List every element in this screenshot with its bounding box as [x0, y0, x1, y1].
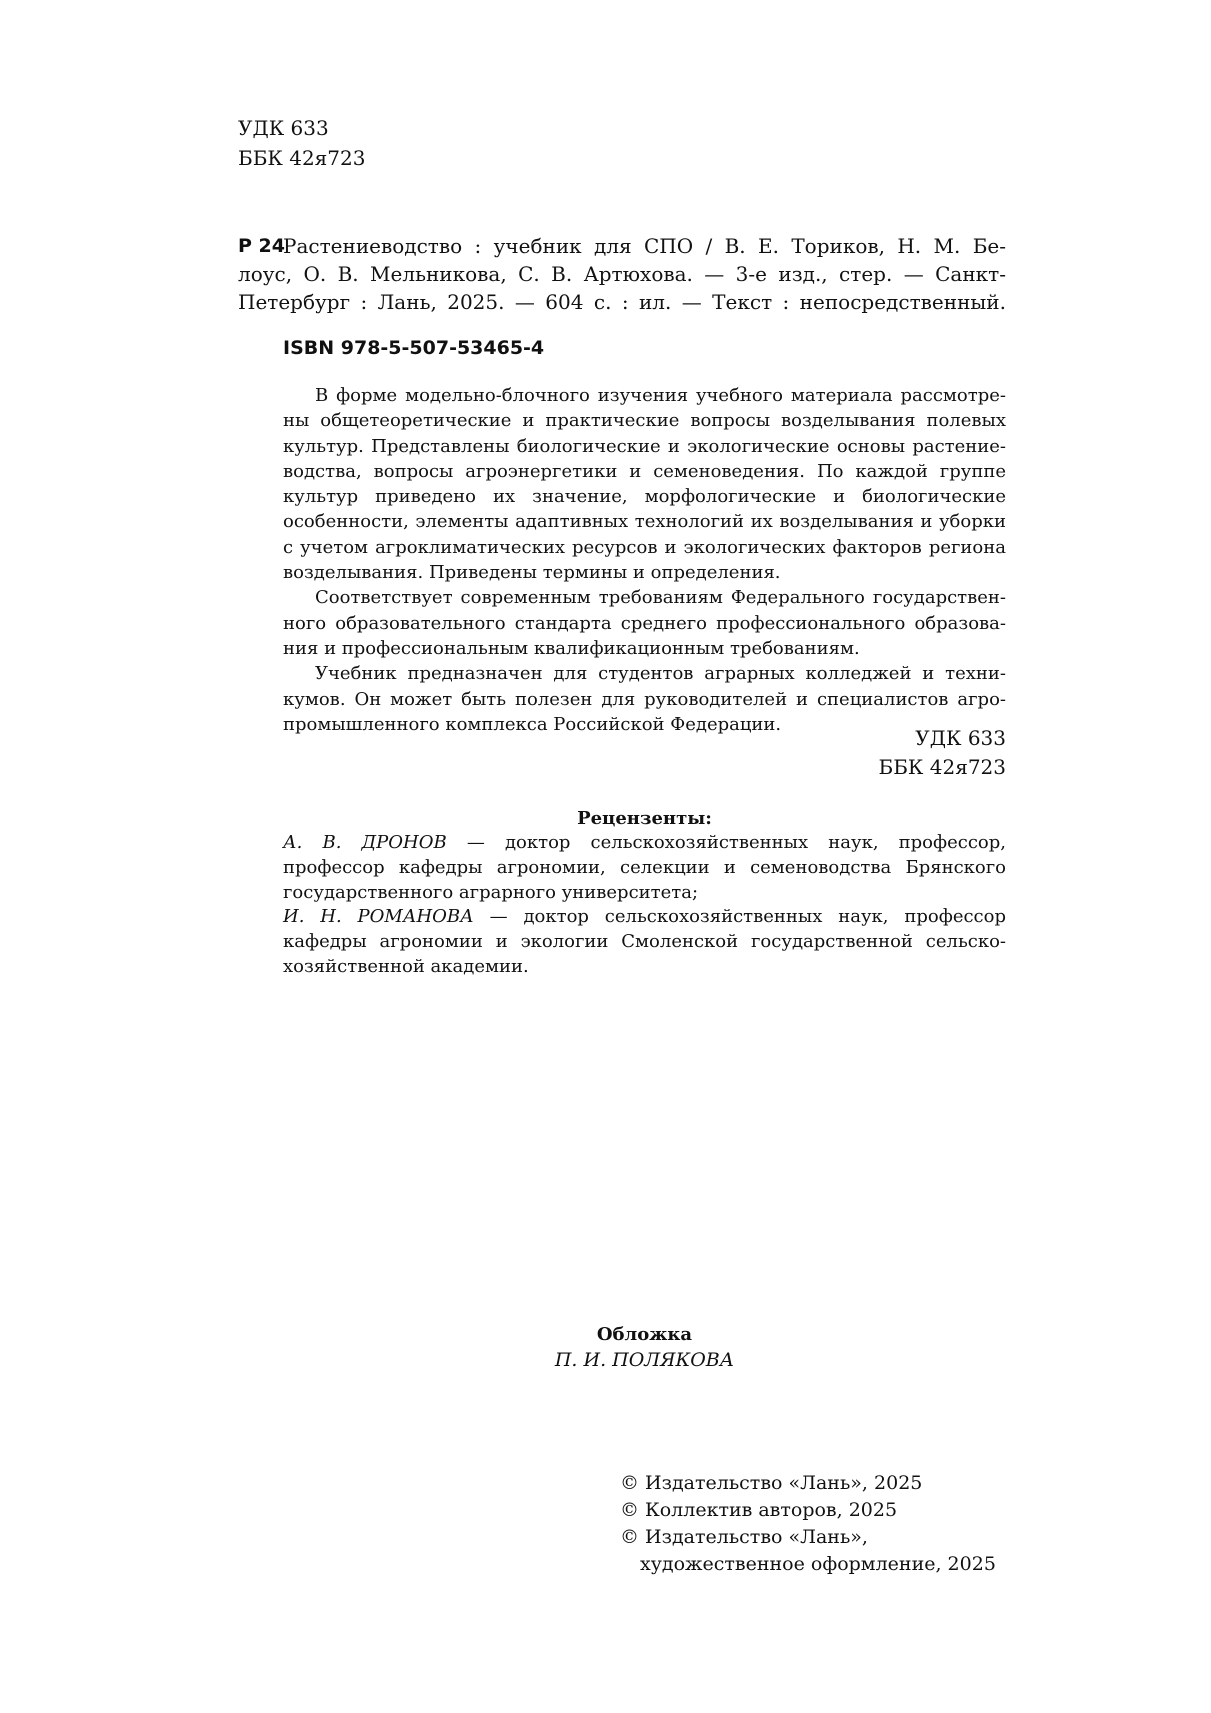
reviewer-line: профессор кафедры агрономии, селекции и семеноводства Брянского	[283, 856, 1006, 878]
bib-line: Петербург : Лань, 2025. — 604 с. : ил. — Текст : непосредственный.	[238, 290, 1006, 314]
annotation-line: кумов. Он может быть полезен для руководителей и специалистов агро-	[283, 688, 1006, 710]
cover-credit	[283, 1322, 1006, 1373]
annotation-line: ния и профессиональным квалификационным требованиям.	[283, 637, 860, 659]
cover-designer: П. И. ПОЛЯКОВА	[554, 1349, 735, 1371]
reviewers	[283, 806, 1006, 980]
bbk-code: ББК 42я723	[878, 755, 1006, 779]
bib-line: лоус, О. В. Мельникова, С. В. Артюхова. — 3-е изд., стер. — Санкт-	[238, 262, 1006, 286]
annotation	[283, 383, 1006, 737]
annotation-line: с учетом агроклиматических ресурсов и экологических факторов региона	[283, 536, 1006, 558]
annotation-line: особенности, элементы адаптивных технологий их возделывания и уборки	[283, 511, 1006, 533]
reviewer-name: И. Н. РОМАНОВА	[283, 906, 474, 928]
reviewer-line: кафедры агрономии и экологии Смоленской государственной сельско-	[283, 931, 1006, 953]
cover-heading: Обложка	[596, 1324, 693, 1345]
reviewer-line	[283, 905, 1006, 930]
bibliographic-continuation	[238, 260, 1006, 316]
udk-code: УДК 633	[915, 726, 1006, 750]
classification-bottom	[879, 724, 1006, 782]
annotation-line: промышленного комплекса Российской Федерации.	[283, 713, 782, 735]
reviewer-line: государственного аграрного университета;	[283, 881, 699, 903]
bibliographic-description	[283, 232, 1006, 260]
copyright-line: © Издательство «Лань», 2025	[620, 1472, 923, 1494]
annotation-line: Соответствует современным требованиям Федерального государствен-	[315, 587, 1006, 609]
annotation-line: возделывания. Приведены термины и определения.	[283, 562, 781, 584]
copyright-line: © Издательство «Лань»,	[620, 1526, 868, 1548]
reviewer-credentials: — доктор сельскохозяйственных наук, профессор,	[446, 832, 1006, 853]
copyright-line: © Коллектив авторов, 2025	[620, 1499, 898, 1521]
annotation-line: ного образовательного стандарта среднего профессионального образова-	[283, 612, 1006, 634]
copyright-line: художественное оформление, 2025	[640, 1553, 996, 1575]
annotation-line: культур. Представлены биологические и экологические основы растение-	[283, 435, 1006, 457]
author-sign: Р 24	[238, 235, 285, 257]
copyright-block	[620, 1470, 996, 1578]
udk-code: УДК 633	[238, 116, 329, 140]
classification-top	[238, 113, 365, 173]
bib-line: Растениеводство : учебник для СПО / В. Е. Ториков, Н. М. Бе-	[283, 234, 1006, 258]
reviewer-line	[283, 831, 1006, 856]
annotation-line: В форме модельно-блочного изучения учебного материала рассмотре-	[315, 385, 1006, 406]
reviewer-name: А. В. ДРОНОВ	[283, 832, 447, 853]
bbk-code: ББК 42я723	[238, 146, 366, 170]
reviewer-credentials: — доктор сельскохозяйственных наук, профессор	[473, 906, 1006, 928]
annotation-line: ны общетеоретические и практические вопросы возделывания полевых	[283, 410, 1006, 432]
annotation-line: Учебник предназначен для студентов аграрных колледжей и техни-	[315, 663, 1006, 685]
isbn: ISBN 978-5-507-53465-4	[283, 337, 545, 359]
annotation-line: водства, вопросы агроэнергетики и семеноведения. По каждой группе	[283, 460, 1006, 482]
reviewers-heading: Рецензенты:	[577, 808, 712, 829]
annotation-line: культур приведено их значение, морфологические и биологические	[283, 486, 1006, 508]
reviewer-line: хозяйственной академии.	[283, 955, 529, 977]
